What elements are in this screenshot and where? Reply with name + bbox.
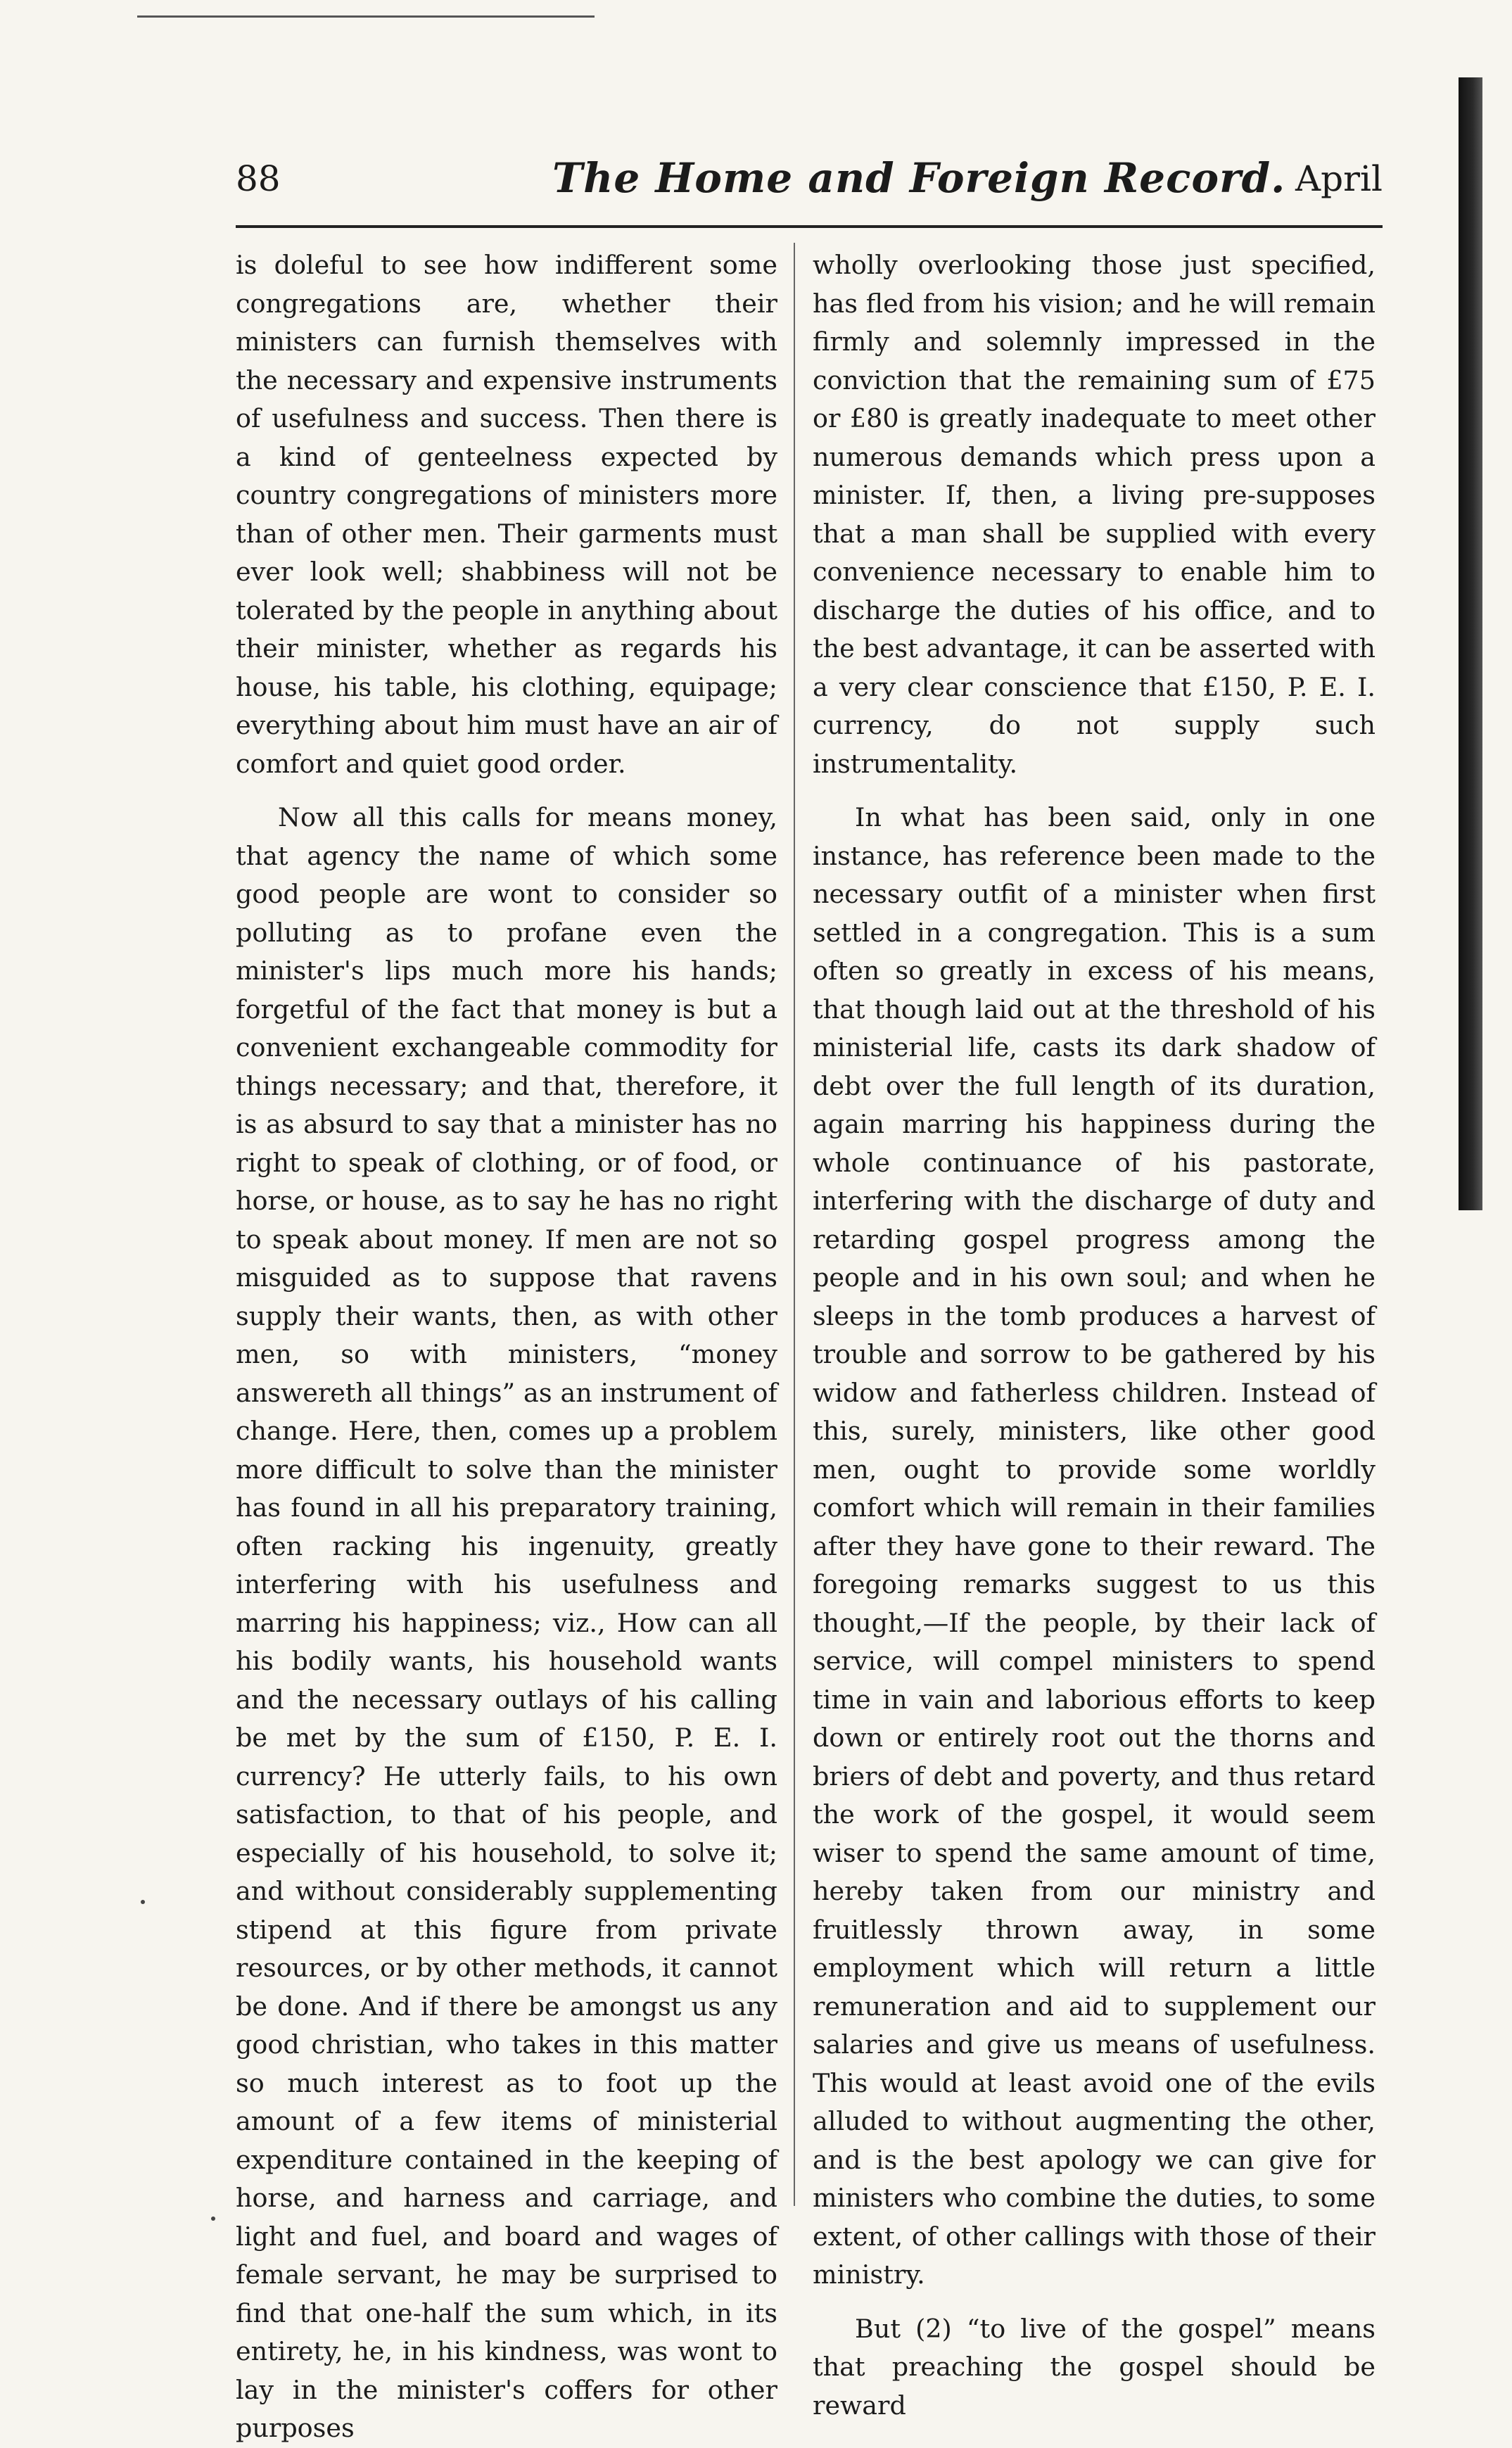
left-column: [236, 246, 777, 2448]
column-divider: [794, 243, 795, 2206]
binding-edge: [1459, 77, 1482, 1210]
paragraph: But (2) “to live of the gospel” means that preaching the gospel should be reward: [813, 2313, 1376, 2421]
page-number: 88: [236, 158, 281, 199]
page-header: [236, 154, 1383, 229]
header-rule: [236, 225, 1383, 228]
running-title: The Home and Foreign Record.: [552, 154, 1286, 202]
paragraph: is doleful to see how indifferent some congregations are, whether their ministers can furnish themselves with the necessary and expensive instruments of usefulness and success. Then there is a kind of genteelness expected by country congregations of ministers more than of other men. Their garments must ever look well; shabbiness will not be tolerated by the people in anything about their minister, whether as regards his house, his table, his clothing, equipage; everything about him must have an air of comfort and quiet good order.: [236, 250, 777, 779]
paper-speck: [141, 1900, 145, 1904]
paper-speck: [211, 2216, 215, 2221]
top-rule: [137, 15, 595, 18]
month-label: April: [1295, 158, 1383, 199]
right-column: [813, 246, 1376, 2425]
paragraph: In what has been said, only in one instance, has reference been made to the necessary outfit of a minister when first settled in a congregation. This is a sum often so greatly in excess of his means, that though laid out at the threshold of his ministerial life, casts its dark shadow of debt over the full length of its duration, again marring his happiness during the whole continuance of his pastorate, interfering with the discharge of duty and retarding gospel progress among the people and in his own soul; and when he sleeps in the tomb produces a harvest of trouble and sorrow to be gathered by his widow and fatherless children. Instead of this, surely, ministers, like other good men, ought to provide some worldly comfort which will remain in their families after they have gone to their reward. The foregoing remarks suggest to us this thought,—If the people, by their lack of service, will compel ministers to spend time in vain and laborious efforts to keep down or entirely root out the thorns and briers of debt and poverty, and thus retard the work of the gospel, it would seem wiser to spend the same amount of time, hereby taken from our ministry and fruitlessly thrown away, in some employment which will return a little remuneration and aid to supplement our salaries and give us means of usefulness. This would at least avoid one of the evils alluded to without augmenting the other, and is the best apology we can give for ministers who combine the duties, to some extent, of other callings with those of their ministry.: [813, 802, 1376, 2290]
paragraph: wholly overlooking those just specified, has fled from his vision; and he will remain firmly and solemnly impressed in the conviction that the remaining sum of £75 or £80 is greatly inadequate to meet other numerous demands which press upon a minister. If, then, a living pre-supposes that a man shall be supplied with every convenience necessary to enable him to discharge the duties of his office, and to the best advantage, it can be asserted with a very clear conscience that £150, P. E. I. currency, do not supply such instrumentality.: [813, 250, 1376, 779]
paragraph: Now all this calls for means money, that agency the name of which some good people are wont to consider so polluting as to profane even the minister's lips much more his hands; forgetful of the fact that money is but a convenient exchangeable commodity for things necessary; and that, therefore, it is as absurd to say that a minister has no right to speak of clothing, or of food, or horse, or house, as to say he has no right to speak about money. If men are not so misguided as to suppose that ravens supply their wants, then, as with other men, so with ministers, “money answereth all things” as an instrument of change. Here, then, comes up a problem more difficult to solve than the minister has found in all his preparatory training, often racking his ingenuity, greatly interfering with his usefulness and marring his happiness; viz., How can all his bodily wants, his household wants and the necessary outlays of his calling be met by the sum of £150, P. E. I. currency? He utterly fails, to his own satisfaction, to that of his people, and especially of his household, to solve it; and without considerably supplementing stipend at this figure from private resources, or by other methods, it cannot be done. And if there be amongst us any good christian, who takes in this matter so much interest as to foot up the amount of a few items of ministerial expenditure contained in the keeping of horse, and harness and carriage, and light and fuel, and board and wages of female servant, he may be surprised to find that one-half the sum which, in its entirety, he, in his kindness, was wont to lay in the minister's coffers for other purposes: [236, 802, 777, 2443]
